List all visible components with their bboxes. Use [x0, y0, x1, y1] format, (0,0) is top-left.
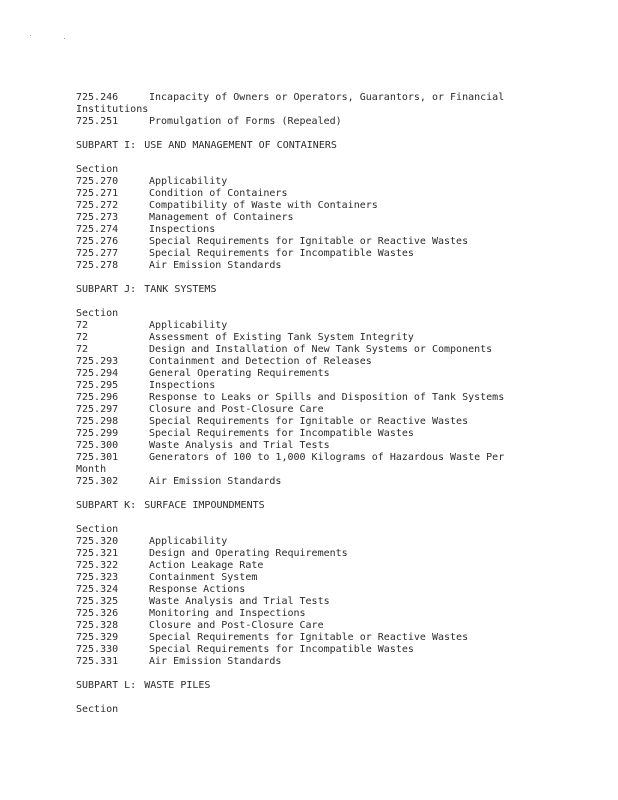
section-number: 72 — [76, 320, 89, 331]
toc-entry — [76, 656, 536, 668]
section-number: 72 — [76, 332, 89, 343]
section-column-label: Section — [76, 164, 119, 175]
subpart-title: SURFACE IMPOUNDMENTS — [144, 500, 265, 511]
section-number: 725.270 — [76, 176, 119, 187]
toc-entry — [76, 608, 536, 620]
section-number: 725.273 — [76, 212, 119, 223]
subpart-i-heading — [76, 140, 536, 152]
section-number: 725.302 — [76, 476, 119, 487]
subpart-label: SUBPART I: — [76, 140, 137, 151]
subpart-title: TANK SYSTEMS — [144, 284, 217, 295]
section-title-continuation: Month — [76, 464, 107, 475]
section-title: Waste Analysis and Trial Tests — [149, 440, 330, 451]
section-title: Special Requirements for Ignitable or Reactive Wastes — [149, 632, 469, 643]
subpart-label: SUBPART J: — [76, 284, 137, 295]
section-title: Air Emission Standards — [149, 656, 282, 667]
section-title: Special Requirements for Incompatible Wastes — [149, 248, 414, 259]
toc-entry — [76, 416, 536, 428]
section-number: 725.299 — [76, 428, 119, 439]
toc-entry — [76, 452, 536, 464]
section-title: Special Requirements for Ignitable or Reactive Wastes — [149, 236, 469, 247]
section-number: 725.293 — [76, 356, 119, 367]
section-title: Condition of Containers — [149, 188, 288, 199]
section-title: Response to Leaks or Spills and Disposition of Tank Systems — [149, 392, 505, 403]
toc-entry — [76, 404, 536, 416]
section-title: Management of Containers — [149, 212, 294, 223]
section-title: Incapacity of Owners or Operators, Guarantors, or Financial — [149, 92, 505, 103]
toc-entry — [76, 92, 536, 104]
section-number: 725.325 — [76, 596, 119, 607]
section-title: Air Emission Standards — [149, 260, 282, 271]
toc-entry — [76, 224, 536, 236]
section-column-label: Section — [76, 308, 119, 319]
section-title: Applicability — [149, 320, 228, 331]
subpart-title: USE AND MANAGEMENT OF CONTAINERS — [144, 140, 337, 151]
section-title-continuation: Institutions — [76, 104, 149, 115]
subpart-l-heading — [76, 680, 536, 692]
toc-entry — [76, 584, 536, 596]
section-title: Assessment of Existing Tank System Integrity — [149, 332, 414, 343]
section-number: 725.271 — [76, 188, 119, 199]
toc-entry — [76, 548, 536, 560]
toc-entry — [76, 632, 536, 644]
scan-speck — [64, 38, 65, 39]
toc-entry — [76, 644, 536, 656]
section-title: Compatibility of Waste with Containers — [149, 200, 378, 211]
section-number: 725.331 — [76, 656, 119, 667]
section-title: Air Emission Standards — [149, 476, 282, 487]
section-number: 72 — [76, 344, 89, 355]
toc-entry — [76, 620, 536, 632]
section-title: Generators of 100 to 1,000 Kilograms of Hazardous Waste Per — [149, 452, 505, 463]
section-title: Promulgation of Forms (Repealed) — [149, 116, 342, 127]
section-number: 725.297 — [76, 404, 119, 415]
section-number: 725.321 — [76, 548, 119, 559]
toc-entry — [76, 248, 536, 260]
toc-entry — [76, 236, 536, 248]
section-number: 725.295 — [76, 380, 119, 391]
section-number: 725.278 — [76, 260, 119, 271]
toc-entry — [76, 536, 536, 548]
toc-entry — [76, 356, 536, 368]
toc-entry — [76, 476, 536, 488]
toc-entry — [76, 200, 536, 212]
section-number: 725.328 — [76, 620, 119, 631]
toc-entry — [76, 560, 536, 572]
section-number: 725.329 — [76, 632, 119, 643]
section-number: 725.324 — [76, 584, 119, 595]
subpart-k-heading — [76, 500, 536, 512]
section-title: Design and Operating Requirements — [149, 548, 348, 559]
toc-entry — [76, 392, 536, 404]
toc-entry — [76, 572, 536, 584]
section-number: 725.322 — [76, 560, 119, 571]
section-number: 725.323 — [76, 572, 119, 583]
section-number: 725.326 — [76, 608, 119, 619]
section-column-label: Section — [76, 704, 119, 715]
subpart-label: SUBPART K: — [76, 500, 137, 511]
section-title: Special Requirements for Incompatible Wastes — [149, 644, 414, 655]
toc-entry — [76, 320, 536, 332]
toc-entry — [76, 428, 536, 440]
section-number: 725.251 — [76, 116, 119, 127]
section-title: Inspections — [149, 224, 216, 235]
section-title: Action Leakage Rate — [149, 560, 264, 571]
table-of-contents — [76, 92, 536, 716]
section-title: Special Requirements for Incompatible Wastes — [149, 428, 414, 439]
section-number: 725.246 — [76, 92, 119, 103]
section-number: 725.274 — [76, 224, 119, 235]
section-title: Applicability — [149, 176, 228, 187]
section-number: 725.320 — [76, 536, 119, 547]
section-title: Containment System — [149, 572, 258, 583]
section-title: Special Requirements for Ignitable or Reactive Wastes — [149, 416, 469, 427]
section-number: 725.300 — [76, 440, 119, 451]
section-number: 725.296 — [76, 392, 119, 403]
section-number: 725.301 — [76, 452, 119, 463]
toc-entry — [76, 344, 536, 356]
section-number: 725.330 — [76, 644, 119, 655]
subpart-title: WASTE PILES — [144, 680, 211, 691]
toc-entry — [76, 116, 536, 128]
section-number: 725.277 — [76, 248, 119, 259]
toc-entry — [76, 260, 536, 272]
toc-entry — [76, 212, 536, 224]
scan-speck — [30, 35, 31, 36]
toc-entry — [76, 332, 536, 344]
toc-entry — [76, 176, 536, 188]
section-title: Applicability — [149, 536, 228, 547]
section-title: Monitoring and Inspections — [149, 608, 306, 619]
section-number: 725.294 — [76, 368, 119, 379]
section-number: 725.272 — [76, 200, 119, 211]
section-title: Inspections — [149, 380, 216, 391]
subpart-label: SUBPART L: — [76, 680, 137, 691]
section-title: Response Actions — [149, 584, 246, 595]
section-column-label: Section — [76, 524, 119, 535]
toc-entry — [76, 440, 536, 452]
section-title: Containment and Detection of Releases — [149, 356, 372, 367]
toc-entry — [76, 368, 536, 380]
toc-entry — [76, 596, 536, 608]
section-number: 725.298 — [76, 416, 119, 427]
section-title: Closure and Post-Closure Care — [149, 620, 324, 631]
toc-entry — [76, 188, 536, 200]
section-title: Design and Installation of New Tank Systems or Components — [149, 344, 493, 355]
toc-entry — [76, 380, 536, 392]
section-title: General Operating Requirements — [149, 368, 330, 379]
subpart-j-heading — [76, 284, 536, 296]
section-title: Waste Analysis and Trial Tests — [149, 596, 330, 607]
section-title: Closure and Post-Closure Care — [149, 404, 324, 415]
section-number: 725.276 — [76, 236, 119, 247]
